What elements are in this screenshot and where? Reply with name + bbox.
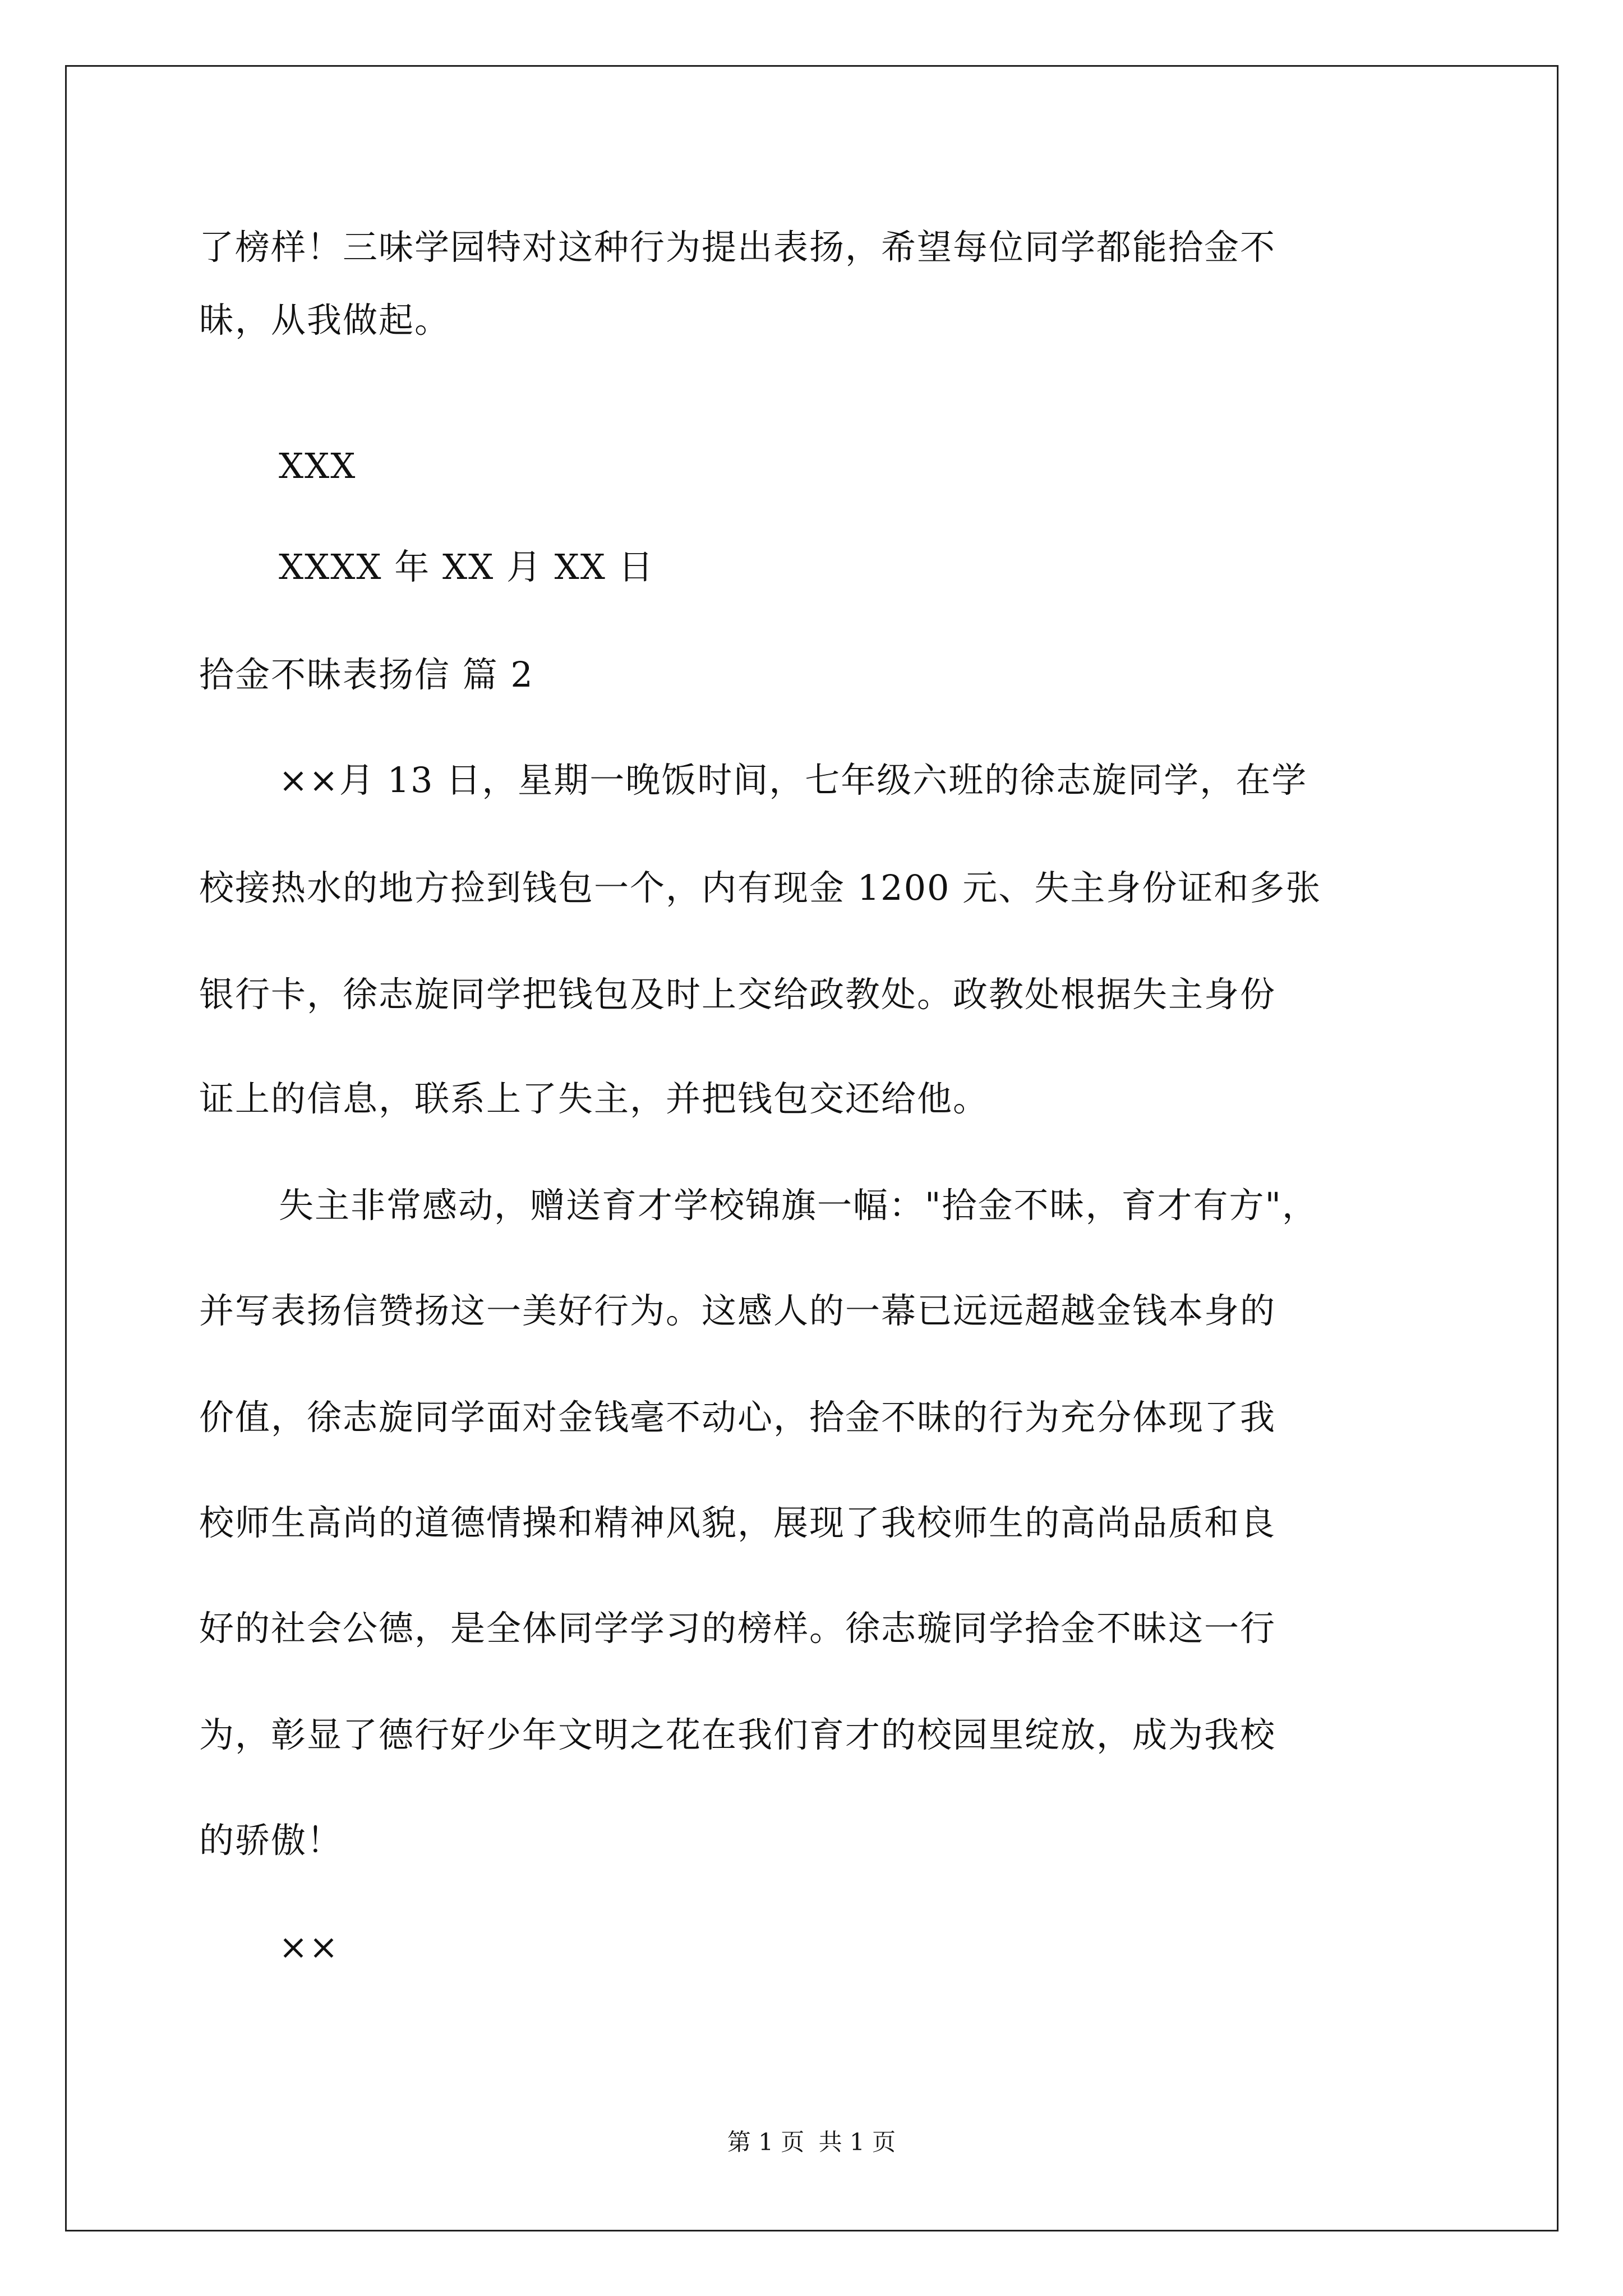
signature: XXX (279, 445, 357, 486)
closing-signature: ×× (279, 1926, 339, 1967)
date-line: XXXX 年 XX 月 XX 日 (279, 546, 654, 587)
body-line-13: 的骄傲！ (199, 1820, 343, 1861)
body-line-4: 校接热水的地方捡到钱包一个，内有现金 1200 元、失主身份证和多张 (199, 867, 1322, 908)
body-line-10: 校师生高尚的道德情操和精神风貌，展现了我校师生的高尚品质和良 (199, 1502, 1276, 1543)
body-line-1: 了榜样！三味学园特对这种行为提出表扬，希望每位同学都能拾金不 (199, 227, 1276, 268)
page-border (65, 65, 1559, 2231)
section-heading: 拾金不昧表扬信 篇 2 (199, 654, 534, 695)
body-line-2: 昧，从我做起。 (199, 300, 451, 341)
body-line-5: 银行卡，徐志旋同学把钱包及时上交给政教处。政教处根据失主身份 (199, 974, 1276, 1015)
page-footer (0, 2128, 1623, 2156)
page-number-total: 共 1 页 (818, 2128, 896, 2156)
body-line-12: 为，彰显了德行好少年文明之花在我们育才的校园里绽放，成为我校 (199, 1714, 1276, 1755)
body-line-8: 并写表扬信赞扬这一美好行为。这感人的一幕已远远超越金钱本身的 (199, 1290, 1276, 1331)
body-line-9: 价值，徐志旋同学面对金钱毫不动心，拾金不昧的行为充分体现了我 (199, 1397, 1276, 1438)
body-line-6: 证上的信息，联系上了失主，并把钱包交还给他。 (199, 1078, 989, 1119)
page-number-current: 第 1 页 (727, 2128, 805, 2156)
body-line-7: 失主非常感动，赠送育才学校锦旗一幅："拾金不昧，育才有方"， (279, 1185, 1318, 1226)
body-line-11: 好的社会公德，是全体同学学习的榜样。徐志璇同学拾金不昧这一行 (199, 1608, 1276, 1649)
body-line-3: ××月 13 日，星期一晚饭时间，七年级六班的徐志旋同学，在学 (279, 760, 1308, 800)
